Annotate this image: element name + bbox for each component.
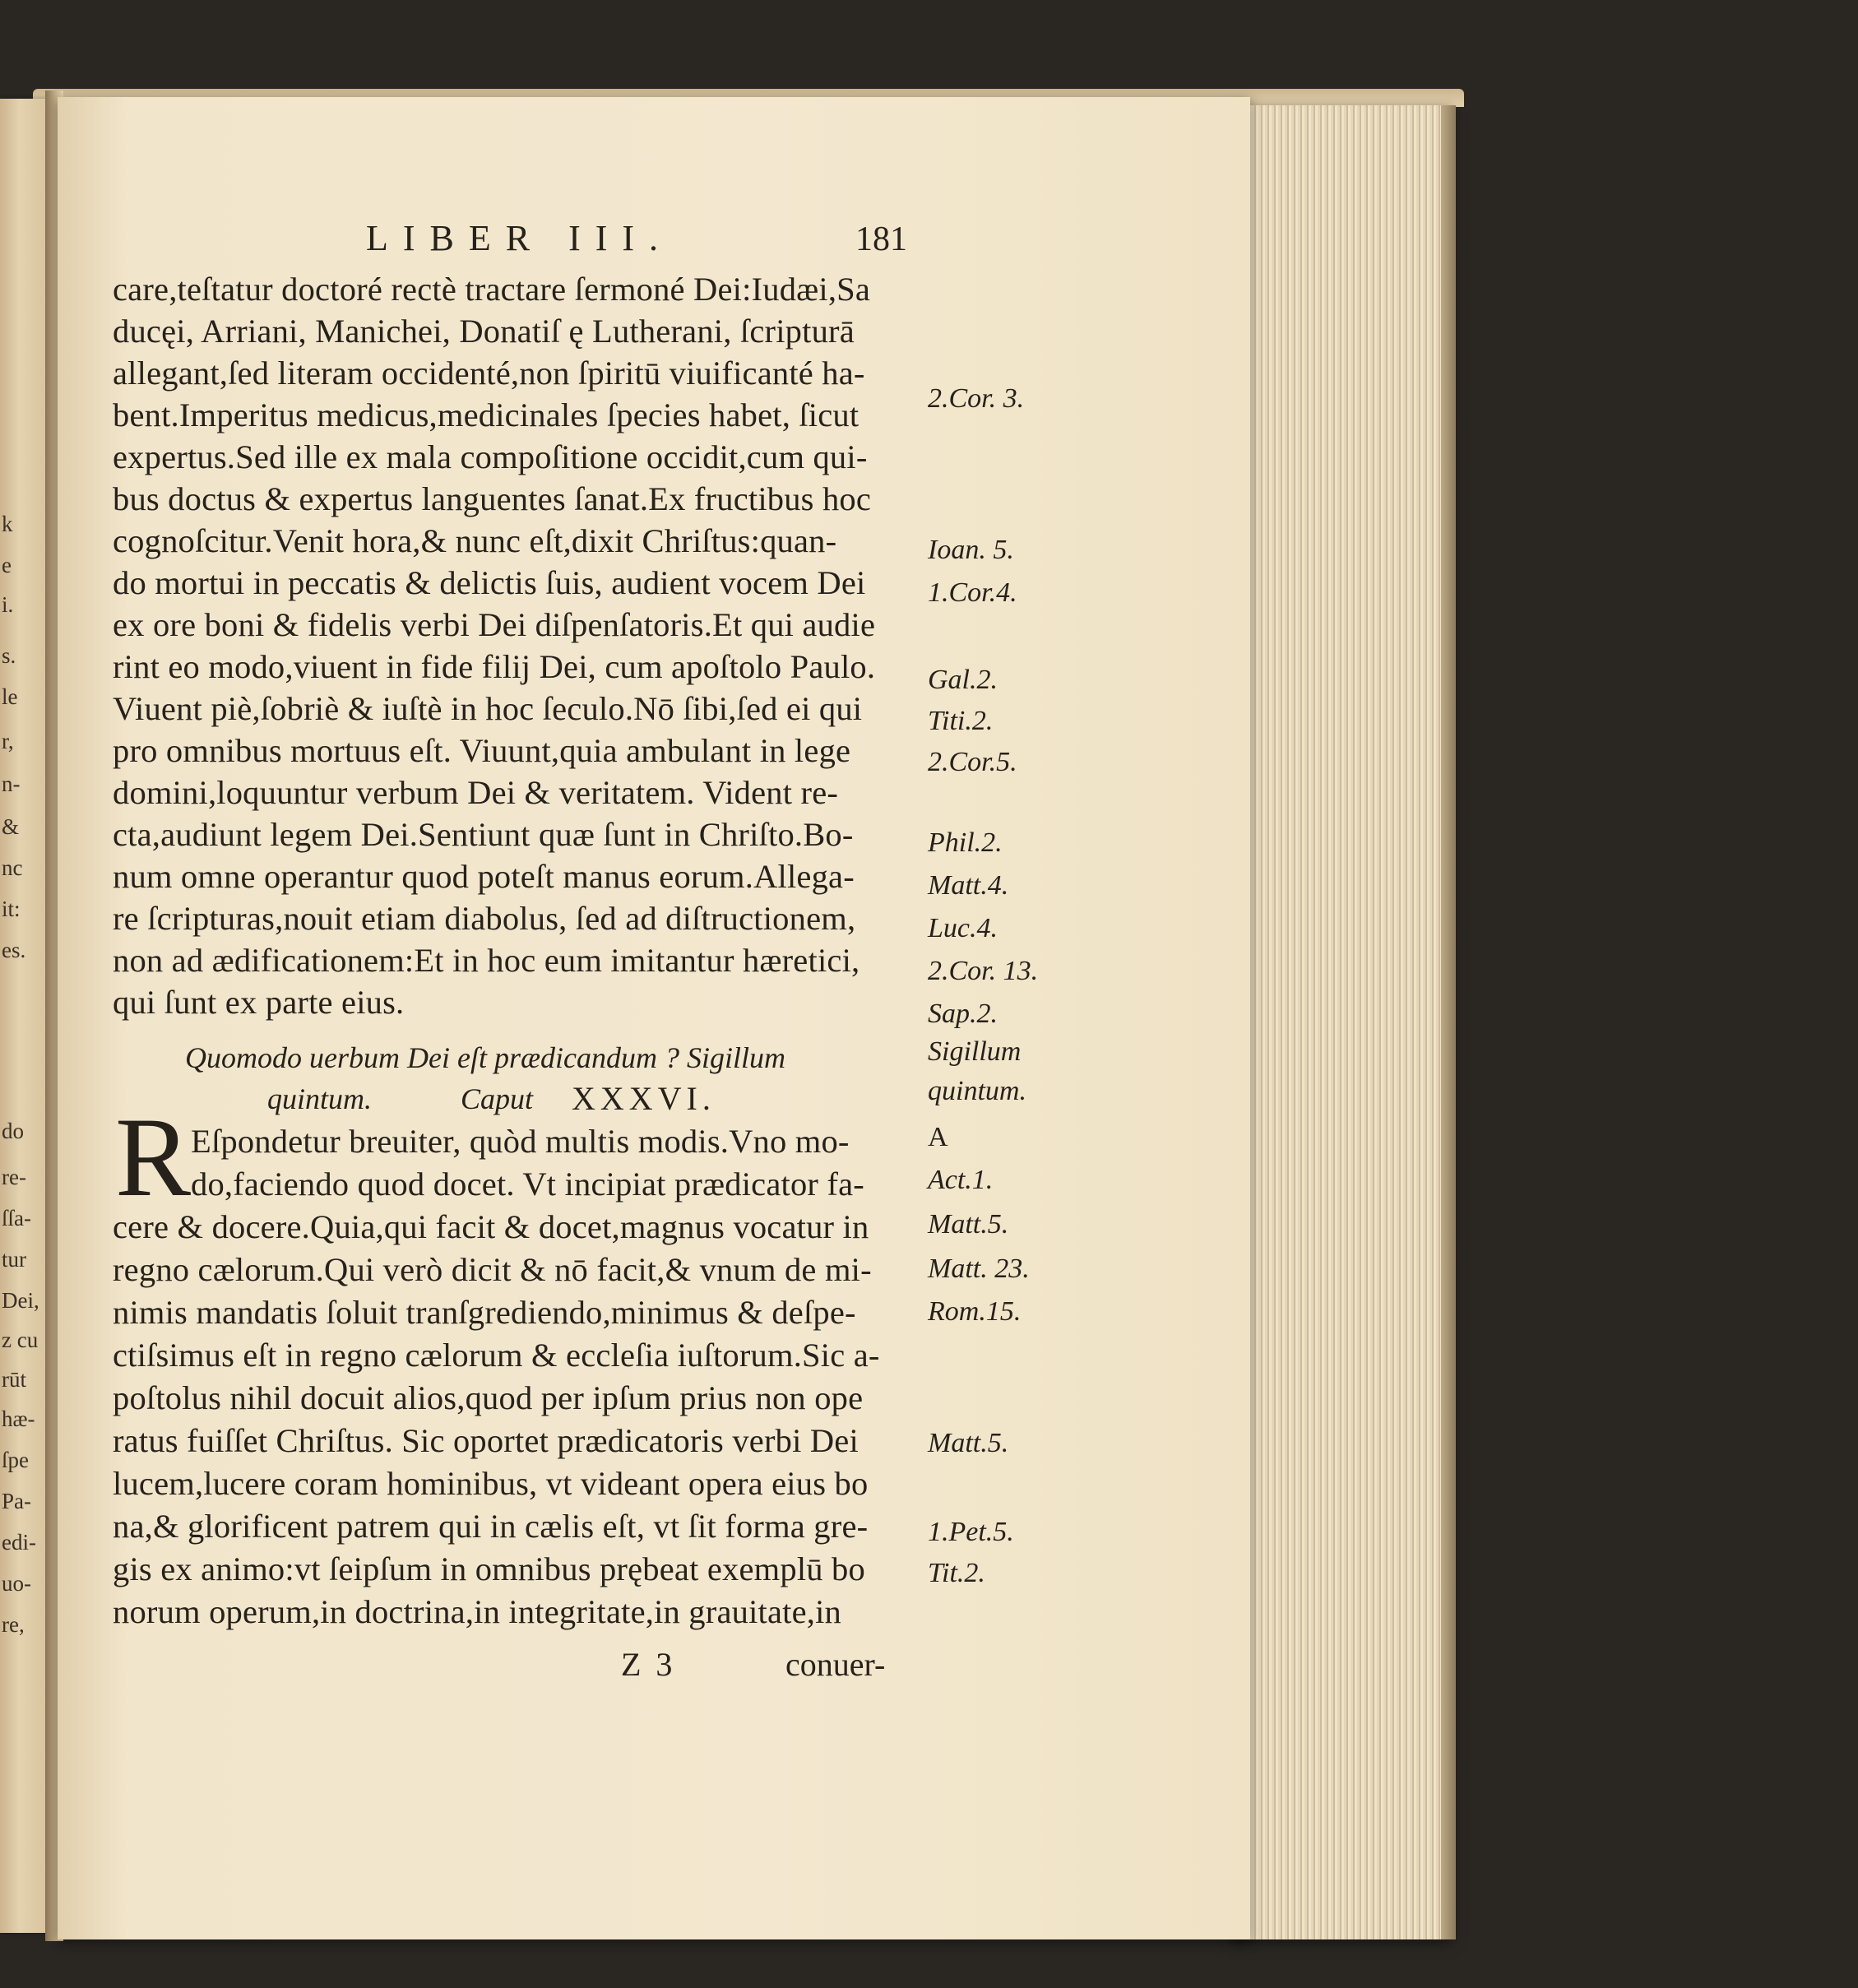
marginal-note: Gal.2. <box>928 665 998 695</box>
text-line: cta,audiunt legem Dei.Sentiunt quæ ſunt in Chriſto.Bo- <box>113 816 854 853</box>
text-line: domini,loquuntur verbum Dei & veritatem. Vident re- <box>113 774 839 811</box>
marginal-note: quintum. <box>928 1076 1026 1106</box>
page-number: 181 <box>855 220 907 258</box>
text-line: nimis mandatis ſoluit tranſgrediendo,minimus & deſpe- <box>113 1294 856 1331</box>
text-line: Viuent piè,ſobriè & iuſtè in hoc ſeculo.Nō ſibi,ſed ei qui <box>113 690 863 727</box>
left-fragment: le <box>2 684 18 709</box>
text-line: num omne operantur quod poteſt manus eorum.Allega- <box>113 858 855 895</box>
marginal-note: Sap.2. <box>928 999 998 1029</box>
text-line: cere & docere.Quia,qui facit & docet,magnus vocatur in <box>113 1208 869 1245</box>
marginal-note: Matt.4. <box>928 870 1009 901</box>
chapter-heading-quintum: quintum. <box>267 1082 373 1115</box>
marginal-note: Phil.2. <box>928 827 1003 858</box>
text-line: gis ex animo:vt ſeipſum in omnibus prębeat exemplū bo <box>113 1550 865 1587</box>
catchword: conuer- <box>785 1646 886 1683</box>
marginal-note: Act.1. <box>928 1165 994 1195</box>
running-header: LIBER III. <box>366 218 674 258</box>
marginal-note: 1.Cor.4. <box>928 577 1017 608</box>
page-block-edges <box>1226 105 1448 1939</box>
left-fragment: it: <box>2 897 21 921</box>
text-line: Eſpondetur breuiter, quòd multis modis.Vno mo- <box>191 1123 850 1160</box>
marginal-note: Sigillum <box>928 1036 1022 1067</box>
text-line: do mortui in peccatis & delictis ſuis, audient vocem Dei <box>113 564 866 601</box>
text-line: ducęi, Arriani, Manichei, Donatiſ ę Lutherani, ſcripturā <box>113 313 855 350</box>
text-line: regno cælorum.Qui verò dicit & nō facit,& vnum de mi- <box>113 1251 872 1288</box>
left-fragment: s. <box>2 643 16 668</box>
marginal-note: Luc.4. <box>928 913 998 943</box>
text-line: poſtolus nihil docuit alios,quod per ipſum prius non ope <box>113 1379 864 1416</box>
text-line: na,& glorificent patrem qui in cælis eſt, vt ſit forma gre- <box>113 1508 869 1545</box>
text-line: ex ore boni & fidelis verbi Dei diſpenſatoris.Et qui audie <box>113 606 876 643</box>
left-fragment: re, <box>2 1612 25 1637</box>
left-fragment: z cu <box>2 1328 39 1352</box>
left-fragment: hæ- <box>2 1406 35 1431</box>
text-line: lucem,lucere coram hominibus, vt videant opera eius bo <box>113 1465 869 1502</box>
chapter-heading-caput: Caput <box>461 1082 534 1115</box>
marginal-note: Matt. 23. <box>928 1254 1030 1284</box>
text-line: allegant,ſed literam occidenté,non ſpiritū viuificanté ha- <box>113 355 865 392</box>
left-fragment: n- <box>2 772 21 796</box>
marginal-note: Ioan. 5. <box>928 535 1014 565</box>
left-fragment: ſſa- <box>2 1206 31 1230</box>
text-line: qui ſunt ex parte eius. <box>113 984 405 1021</box>
marginal-note: 2.Cor.5. <box>928 747 1017 777</box>
text-line: pro omnibus mortuus eſt. Viuunt,quia ambulant in lege <box>113 732 851 769</box>
text-line: ctiſsimus eſt in regno cælorum & eccleſia iuſtorum.Sic a- <box>113 1337 880 1374</box>
previous-page-edge <box>0 99 49 1933</box>
left-fragment: nc <box>2 855 23 880</box>
marginal-note: Tit.2. <box>928 1558 985 1588</box>
chapter-heading-line1: Quomodo uerbum Dei eſt prædicandum ? Sigillum <box>185 1041 785 1074</box>
marginal-note: Matt.5. <box>928 1428 1009 1458</box>
text-line: norum operum,in doctrina,in integritate,in grauitate,in <box>113 1593 842 1630</box>
signature-mark: Z 3 <box>621 1646 676 1683</box>
text-line: bent.Imperitus medicus,medicinales ſpecies habet, ſicut <box>113 396 859 433</box>
left-fragment: ſpe <box>2 1448 29 1472</box>
marginal-note: 2.Cor. 13. <box>928 956 1039 986</box>
text-line: ratus fuiſſet Chriſtus. Sic oportet prædicatoris verbi Dei <box>113 1422 859 1459</box>
text-line: rint eo modo,viuent in fide filij Dei, cum apoſtolo Paulo. <box>113 648 876 685</box>
marginal-note: A <box>928 1122 948 1152</box>
left-fragment: k <box>2 512 13 536</box>
text-line: cognoſcitur.Venit hora,& nunc eſt,dixit Chriſtus:quan- <box>113 522 837 559</box>
marginal-note: 2.Cor. 3. <box>928 383 1025 414</box>
text-line: care,teſtatur doctoré rectè tractare ſermoné Dei:Iudæi,Sa <box>113 271 871 308</box>
left-fragment: e <box>2 553 12 577</box>
marginal-note: Matt.5. <box>928 1209 1009 1240</box>
left-fragment: rūt <box>2 1367 26 1392</box>
drop-cap-initial: R <box>115 1094 192 1220</box>
text-line: expertus.Sed ille ex mala compoſitione occidit,cum qui- <box>113 438 868 475</box>
marginal-note: Rom.15. <box>928 1296 1022 1327</box>
left-fragment: re- <box>2 1165 26 1189</box>
left-fragment: uo- <box>2 1571 31 1596</box>
chapter-number: XXXVI. <box>572 1080 716 1117</box>
text-line: bus doctus & expertus languentes ſanat.Ex fructibus hoc <box>113 480 872 517</box>
left-fragment: r, <box>2 729 14 753</box>
text-line: re ſcripturas,nouit etiam diabolus, ſed ad diſtructionem, <box>113 900 856 937</box>
page-block-shadow <box>1441 105 1456 1939</box>
marginal-note: Titi.2. <box>928 706 994 736</box>
left-fragment: & <box>2 814 20 839</box>
text-line: do,faciendo quod docet. Vt incipiat prædicator fa- <box>191 1165 864 1203</box>
left-fragment: i. <box>2 592 14 617</box>
left-fragment: Dei, <box>2 1288 39 1313</box>
text-line: non ad ædificationem:Et in hoc eum imitantur hæretici, <box>113 942 860 979</box>
left-fragment: edi- <box>2 1530 36 1555</box>
left-fragment: Pa- <box>2 1489 31 1513</box>
marginal-note: 1.Pet.5. <box>928 1517 1014 1547</box>
left-fragment: es. <box>2 938 26 962</box>
left-fragment: tur <box>2 1247 26 1272</box>
left-fragment: do <box>2 1119 24 1143</box>
